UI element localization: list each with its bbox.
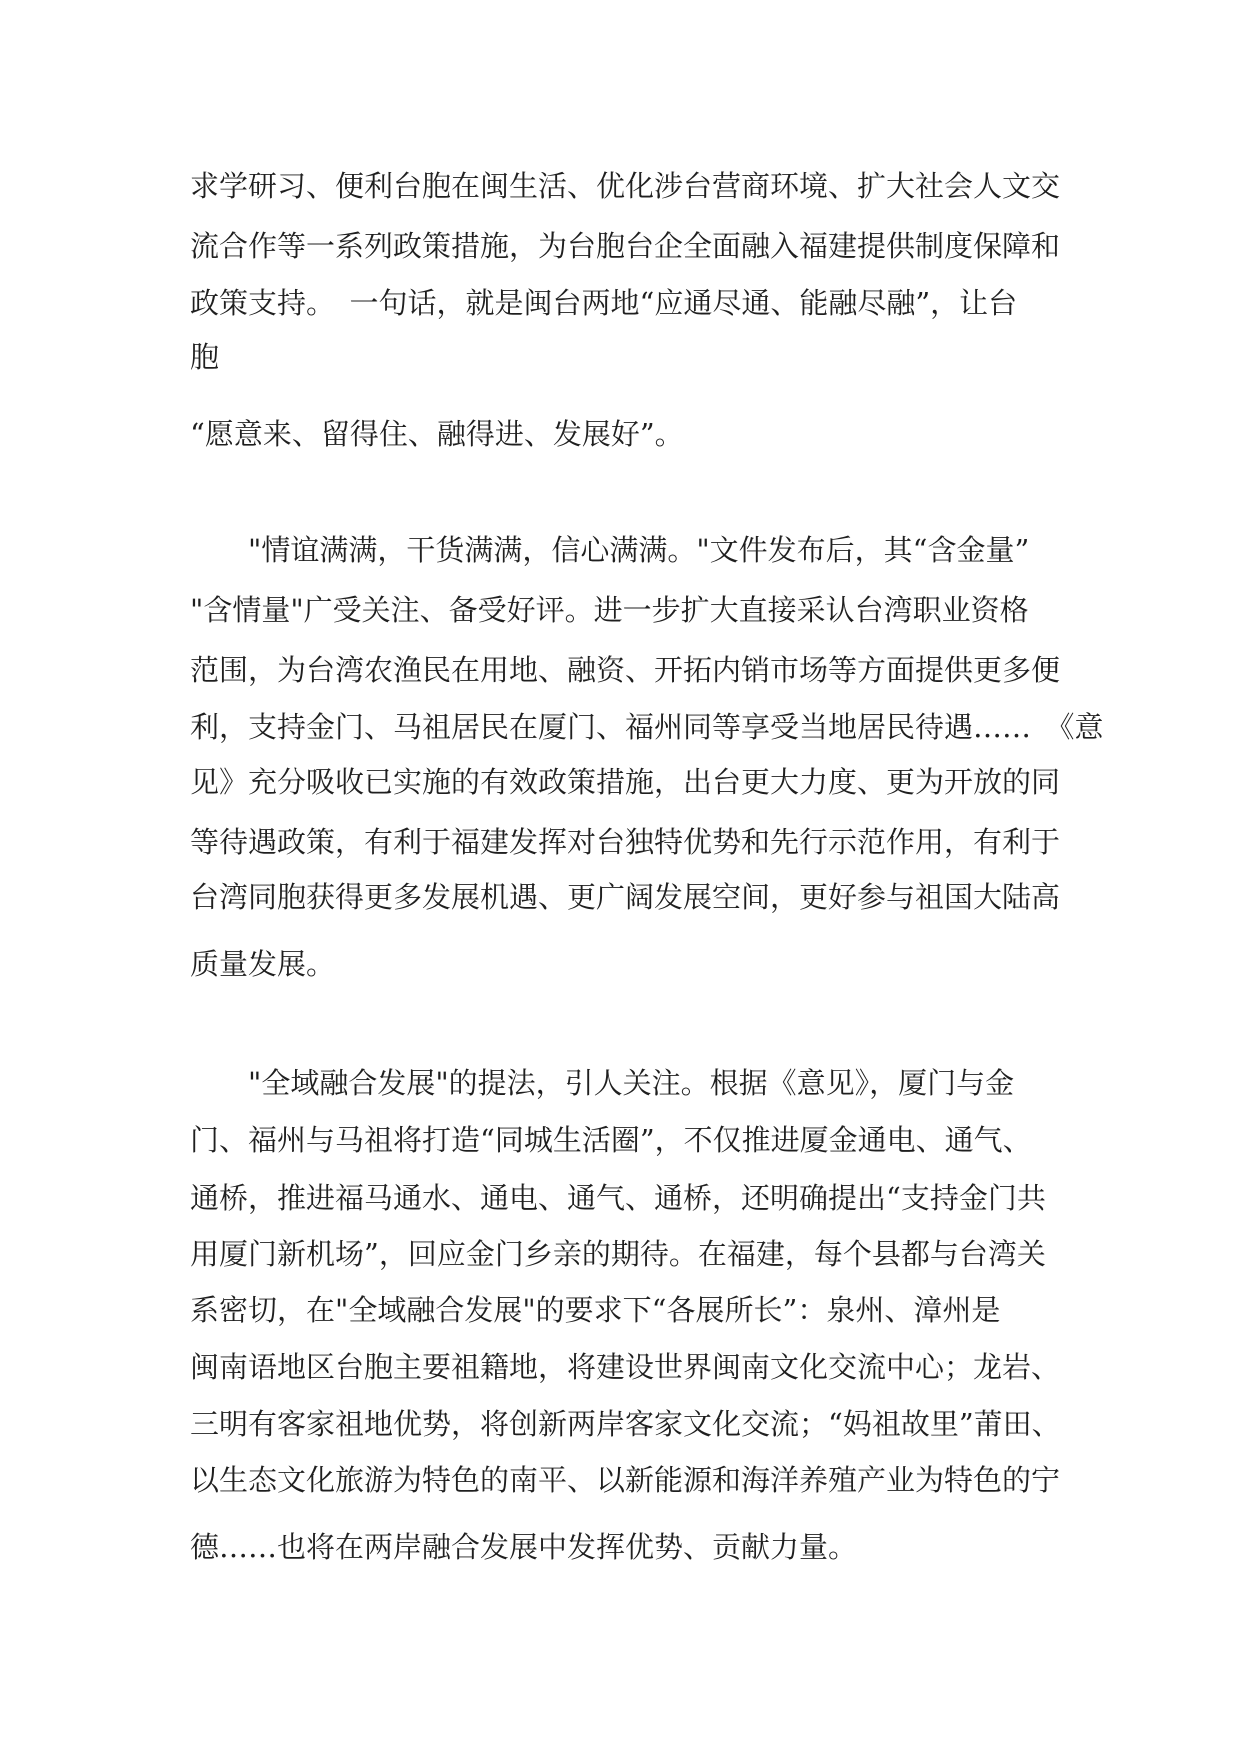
paragraph-line: 用厦门新机场”，回应金门乡亲的期待。在福建，每个县都与台湾关: [190, 1237, 1046, 1271]
paragraph-line: 范围，为台湾农渔民在用地、融资、开拓内销市场等方面提供更多便: [190, 653, 1061, 687]
paragraph-line: "情谊满满，干货满满，信心满满。"文件发布后，其“含金量”: [190, 533, 1030, 567]
paragraph-line: 门、福州与马祖将打造“同城生活圈”，不仅推进厦金通电、通气、: [190, 1123, 1032, 1157]
paragraph-line: 利，支持金门、马祖居民在厦门、福州同等享受当地居民待遇…… 《意: [190, 710, 1104, 744]
paragraph-line: 求学研习、便利台胞在闽生活、优化涉台营商环境、扩大社会人文交: [190, 169, 1061, 203]
paragraph-line: 以生态文化旅游为特色的南平、以新能源和海洋养殖产业为特色的宁: [190, 1463, 1061, 1497]
paragraph-line: 三明有客家祖地优势，将创新两岸客家文化交流；“妈祖故里”莆田、: [190, 1407, 1061, 1441]
paragraph-line: 流合作等一系列政策措施，为台胞台企全面融入福建提供制度保障和: [190, 229, 1061, 263]
paragraph-line: 台湾同胞获得更多发展机遇、更广阔发展空间，更好参与祖国大陆高: [190, 880, 1061, 914]
paragraph-line: 德……也将在两岸融合发展中发挥优势、贡献力量。: [190, 1530, 858, 1564]
paragraph-line: 胞: [190, 340, 220, 374]
paragraph-line: "全域融合发展"的提法，引人关注。根据《意见》，厦门与金: [190, 1066, 1015, 1100]
paragraph-line: 通桥，推进福马通水、通电、通气、通桥，还明确提出“支持金门共: [190, 1181, 1046, 1215]
paragraph-line: "含情量"广受关注、备受好评。进一步扩大直接采认台湾职业资格: [190, 593, 1029, 627]
paragraph-line: 闽南语地区台胞主要祖籍地，将建设世界闽南文化交流中心；龙岩、: [190, 1350, 1061, 1384]
paragraph-line: “愿意来、留得住、融得进、发展好”。: [190, 417, 684, 451]
paragraph-line: 政策支持。 一句话，就是闽台两地“应通尽通、能融尽融”，让台: [190, 286, 1018, 320]
paragraph-line: 见》充分吸收已实施的有效政策措施，出台更大力度、更为开放的同: [190, 765, 1061, 799]
paragraph-line: 等待遇政策，有利于福建发挥对台独特优势和先行示范作用，有利于: [190, 825, 1061, 859]
paragraph-line: 系密切，在"全域融合发展"的要求下“各展所长”：泉州、漳州是: [190, 1293, 1001, 1327]
paragraph-line: 质量发展。: [190, 947, 336, 981]
